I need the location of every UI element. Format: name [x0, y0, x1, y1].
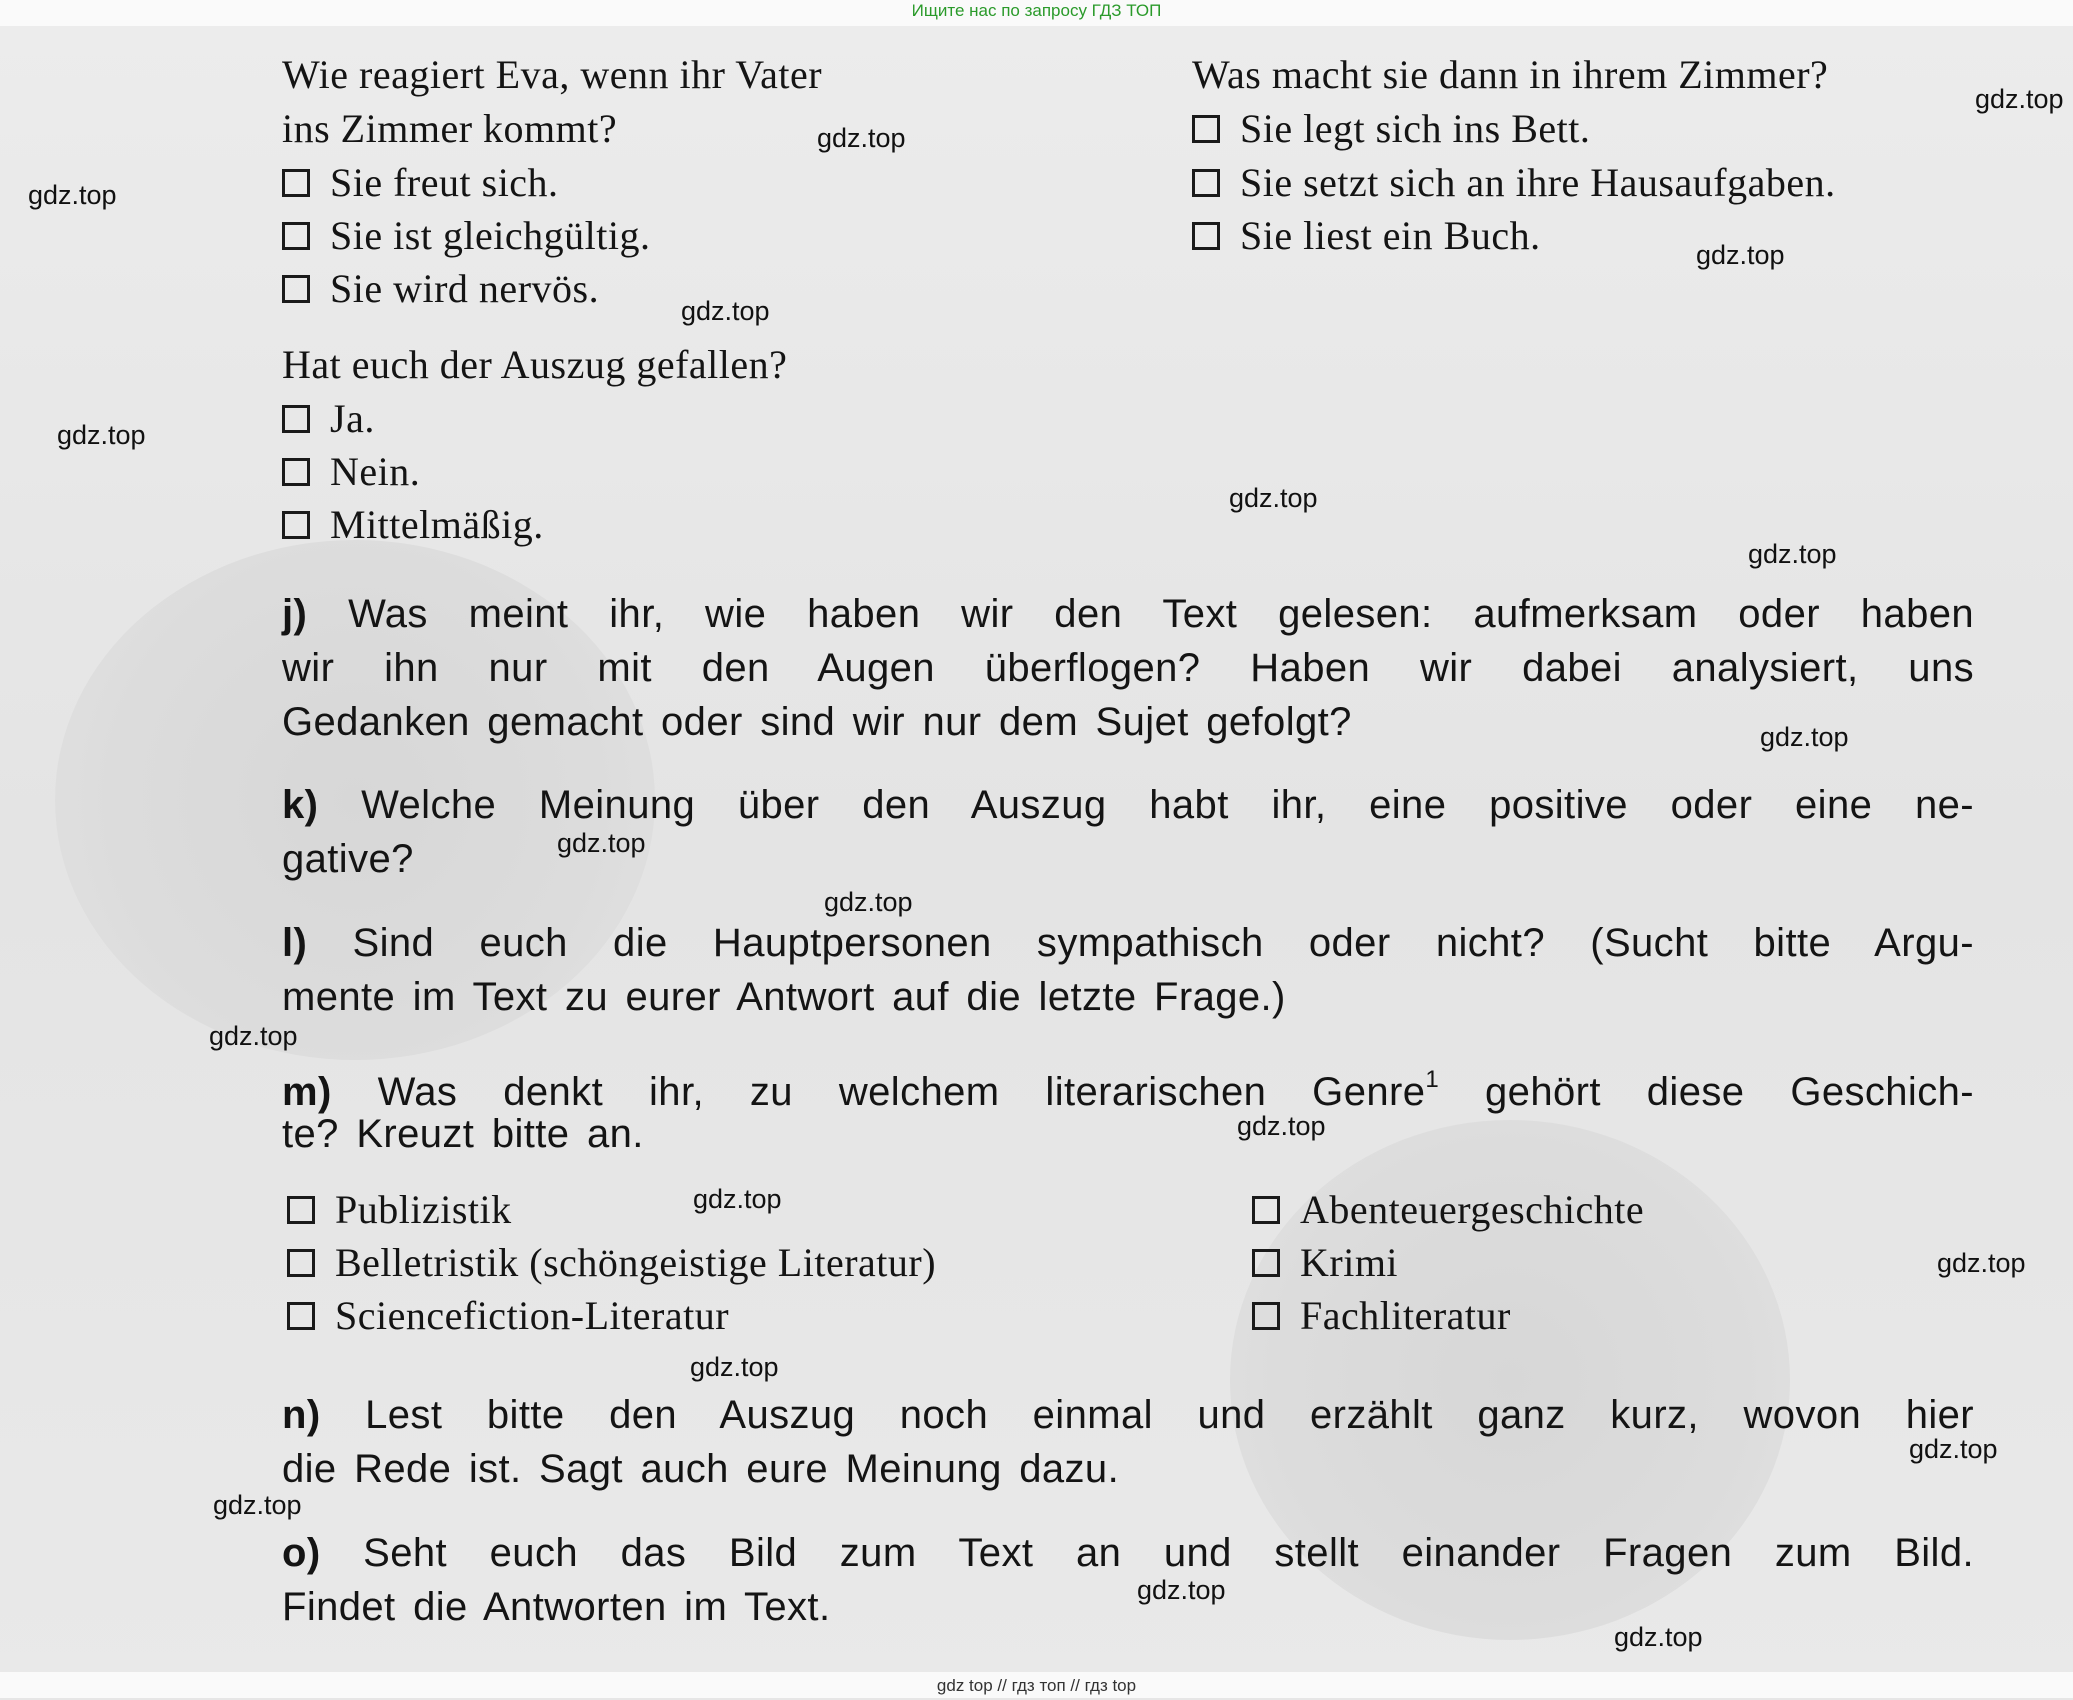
checkbox[interactable]: [1252, 1249, 1280, 1277]
watermark: gdz.top: [1975, 84, 2064, 114]
question-l-line2: mente im Text zu eurer Antwort auf die letzte Frage.): [282, 975, 1286, 1019]
genre-option-publizistik[interactable]: [287, 1187, 512, 1232]
watermark: gdz.top: [57, 420, 146, 450]
watermark: gdz.top: [1229, 483, 1318, 513]
watermark: gdz.top: [690, 1352, 779, 1382]
question-text: gehört diese Geschich-: [1485, 1070, 1974, 1114]
question-j-line3: Gedanken gemacht oder sind wir nur dem Sujet gefolgt?: [282, 700, 1352, 744]
question-o-line2: Findet die Antworten im Text.: [282, 1585, 831, 1629]
question-letter: n): [282, 1393, 321, 1437]
watermark: gdz.top: [209, 1021, 298, 1051]
checkbox[interactable]: [282, 169, 310, 197]
question-n-line2: die Rede ist. Sagt auch eure Meinung dazu.: [282, 1447, 1120, 1491]
watermark: gdz.top: [1137, 1575, 1226, 1605]
watermark: gdz.top: [1937, 1248, 2026, 1278]
question-j-line1: [282, 587, 1974, 641]
option-label: Mittelmäßig.: [330, 502, 544, 547]
question-text: Sind euch die Hauptpersonen sympathisch oder nicht? (Sucht bitte Argu-: [352, 921, 1974, 965]
checkbox[interactable]: [282, 511, 310, 539]
block3-question: Hat euch der Auszug gefallen?: [282, 342, 788, 387]
checkbox[interactable]: [282, 275, 310, 303]
option-label: Sie setzt sich an ihre Hausaufgaben.: [1240, 160, 1836, 205]
block1-option-3[interactable]: [282, 266, 600, 311]
option-label: Sie liest ein Buch.: [1240, 213, 1541, 258]
checkbox[interactable]: [282, 222, 310, 250]
watermark: gdz.top: [681, 296, 770, 326]
option-label: Fachliteratur: [1300, 1293, 1511, 1338]
watermark: gdz.top: [1760, 722, 1849, 752]
question-text: Was denkt ihr, zu welchem literarischen Genre: [377, 1070, 1426, 1114]
top-banner: Ищите нас по запросу ГДЗ ТОП: [0, 0, 2073, 26]
option-label: Krimi: [1300, 1240, 1399, 1285]
question-letter: k): [282, 783, 319, 827]
checkbox[interactable]: [1192, 222, 1220, 250]
option-label: Publizistik: [335, 1187, 512, 1232]
watermark: gdz.top: [817, 123, 906, 153]
option-label: Sie legt sich ins Bett.: [1240, 106, 1591, 151]
watermark: gdz.top: [1748, 539, 1837, 569]
block2-question: Was macht sie dann in ihrem Zimmer?: [1192, 52, 1829, 97]
block3-option-1[interactable]: [282, 396, 375, 441]
checkbox[interactable]: [1192, 115, 1220, 143]
block1-question-line1: Wie reagiert Eva, wenn ihr Vater: [282, 52, 823, 97]
checkbox[interactable]: [287, 1302, 315, 1330]
watermark: gdz.top: [824, 887, 913, 917]
checkbox[interactable]: [1252, 1196, 1280, 1224]
question-o-line1: [282, 1526, 1974, 1580]
question-letter: j): [282, 592, 308, 636]
block1-option-1[interactable]: [282, 160, 559, 205]
block1-option-2[interactable]: [282, 213, 651, 258]
question-m-line2: te? Kreuzt bitte an.: [282, 1112, 644, 1156]
watermark: gdz.top: [1614, 1622, 1703, 1652]
checkbox[interactable]: [287, 1196, 315, 1224]
checkbox[interactable]: [1192, 169, 1220, 197]
watermark: gdz.top: [213, 1490, 302, 1520]
question-k-line2: gative?: [282, 837, 414, 881]
watermark: gdz.top: [1696, 240, 1785, 270]
watermark: gdz.top: [557, 828, 646, 858]
option-label: Sie ist gleichgültig.: [330, 213, 651, 258]
option-label: Sie wird nervös.: [330, 266, 600, 311]
question-j-line2: wir ihn nur mit den Augen überflogen? Haben wir dabei analysiert, uns: [282, 646, 1974, 690]
question-k-line1: [282, 778, 1974, 832]
watermark: gdz.top: [1237, 1111, 1326, 1141]
option-label: Ja.: [330, 396, 375, 441]
block3-option-3[interactable]: [282, 502, 544, 547]
option-label: Nein.: [330, 449, 421, 494]
question-letter: l): [282, 921, 308, 965]
option-label: Sie freut sich.: [330, 160, 559, 205]
watermark: gdz.top: [1909, 1434, 1998, 1464]
option-label: Sciencefiction-Literatur: [335, 1293, 730, 1338]
genre-option-krimi[interactable]: [1252, 1240, 1399, 1285]
checkbox[interactable]: [282, 458, 310, 486]
question-text: Was meint ihr, wie haben wir den Text gelesen: aufmerksam oder haben: [348, 592, 1975, 636]
checkbox[interactable]: [287, 1249, 315, 1277]
genre-option-belletristik[interactable]: [287, 1240, 937, 1285]
question-text: Seht euch das Bild zum Text an und stellt einander Fragen zum Bild.: [363, 1531, 1975, 1575]
genre-option-sciencefiction[interactable]: [287, 1293, 730, 1338]
question-text: Welche Meinung über den Auszug habt ihr, eine positive oder eine ne-: [361, 783, 1974, 827]
checkbox[interactable]: [1252, 1302, 1280, 1330]
block1-question-line2: ins Zimmer kommt?: [282, 106, 618, 151]
checkbox[interactable]: [282, 405, 310, 433]
question-letter: m): [282, 1070, 332, 1114]
genre-option-abenteuer[interactable]: [1252, 1187, 1645, 1232]
block2-option-2[interactable]: [1192, 160, 1836, 205]
watermark: gdz.top: [28, 180, 117, 210]
question-n-line1: [282, 1388, 1974, 1442]
genre-option-fachliteratur[interactable]: [1252, 1293, 1511, 1338]
option-label: Belletristik (schöngeistige Literatur): [335, 1240, 937, 1285]
block2-option-3[interactable]: [1192, 213, 1541, 258]
question-l-line1: [282, 916, 1974, 970]
question-letter: o): [282, 1531, 321, 1575]
bottom-banner: gdz top // гдз топ // гдз top: [0, 1672, 2073, 1698]
watermark: gdz.top: [693, 1184, 782, 1214]
footnote-marker: 1: [1425, 1066, 1440, 1093]
block3-option-2[interactable]: [282, 449, 421, 494]
block2-option-1[interactable]: [1192, 106, 1591, 151]
question-text: Lest bitte den Auszug noch einmal und erzählt ganz kurz, wovon hier: [365, 1393, 1975, 1437]
option-label: Abenteuergeschichte: [1300, 1187, 1645, 1232]
